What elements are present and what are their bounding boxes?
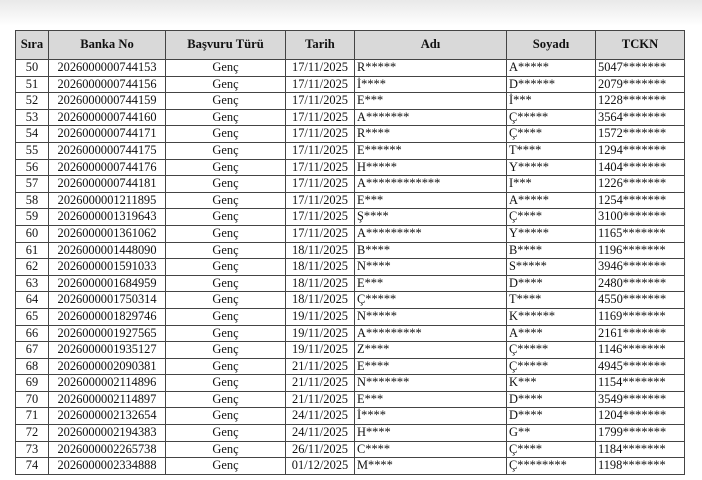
cell-sira: 73 — [16, 441, 49, 458]
column-header-tarih: Tarih — [286, 31, 355, 60]
cell-tckn: 2480******* — [596, 275, 685, 292]
cell-banka-no: 2026000000744176 — [49, 159, 166, 176]
table-row — [16, 275, 685, 292]
cell-banka-no: 2026000001927565 — [49, 325, 166, 342]
cell-sira: 64 — [16, 292, 49, 309]
cell-adi: M**** — [355, 458, 507, 475]
cell-adi: R***** — [355, 60, 507, 77]
cell-soyadi: Ç**** — [507, 126, 596, 143]
page-top-shadow — [0, 0, 702, 26]
cell-adi: A******* — [355, 109, 507, 126]
cell-tarih: 17/11/2025 — [286, 126, 355, 143]
cell-banka-no: 2026000000744156 — [49, 76, 166, 93]
table-row — [16, 425, 685, 442]
table-row — [16, 408, 685, 425]
cell-adi: A************ — [355, 176, 507, 193]
cell-basvuru-turu: Genç — [166, 142, 286, 159]
cell-banka-no: 2026000000744181 — [49, 176, 166, 193]
cell-tckn: 2161******* — [596, 325, 685, 342]
cell-soyadi: I*** — [507, 176, 596, 193]
cell-basvuru-turu: Genç — [166, 225, 286, 242]
cell-sira: 50 — [16, 60, 49, 77]
cell-soyadi: Ç******** — [507, 458, 596, 475]
cell-adi: E**** — [355, 358, 507, 375]
cell-adi: A********* — [355, 325, 507, 342]
cell-tckn: 1169******* — [596, 308, 685, 325]
cell-tarih: 19/11/2025 — [286, 325, 355, 342]
cell-adi: B**** — [355, 242, 507, 259]
cell-tckn: 3549******* — [596, 391, 685, 408]
cell-adi: E*** — [355, 93, 507, 110]
applicant-table — [15, 30, 685, 475]
cell-tckn: 1184******* — [596, 441, 685, 458]
cell-tckn: 1254******* — [596, 192, 685, 209]
table-row — [16, 60, 685, 77]
table-row — [16, 292, 685, 309]
cell-adi: Z**** — [355, 342, 507, 359]
cell-banka-no: 2026000002334888 — [49, 458, 166, 475]
cell-basvuru-turu: Genç — [166, 259, 286, 276]
cell-soyadi: G** — [507, 425, 596, 442]
cell-banka-no: 2026000002265738 — [49, 441, 166, 458]
cell-tarih: 17/11/2025 — [286, 76, 355, 93]
cell-banka-no: 2026000002194383 — [49, 425, 166, 442]
cell-banka-no: 2026000000744153 — [49, 60, 166, 77]
cell-adi: H***** — [355, 159, 507, 176]
cell-banka-no: 2026000002114896 — [49, 375, 166, 392]
table-row — [16, 126, 685, 143]
cell-banka-no: 2026000001211895 — [49, 192, 166, 209]
cell-tckn: 1154******* — [596, 375, 685, 392]
cell-tckn: 3946******* — [596, 259, 685, 276]
cell-sira: 52 — [16, 93, 49, 110]
cell-tckn: 1404******* — [596, 159, 685, 176]
cell-banka-no: 2026000002090381 — [49, 358, 166, 375]
table-row — [16, 176, 685, 193]
cell-basvuru-turu: Genç — [166, 425, 286, 442]
cell-sira: 62 — [16, 259, 49, 276]
cell-basvuru-turu: Genç — [166, 242, 286, 259]
table-row — [16, 192, 685, 209]
cell-tarih: 17/11/2025 — [286, 109, 355, 126]
cell-tarih: 01/12/2025 — [286, 458, 355, 475]
cell-banka-no: 2026000001750314 — [49, 292, 166, 309]
cell-soyadi: K*** — [507, 375, 596, 392]
cell-tarih: 18/11/2025 — [286, 292, 355, 309]
cell-sira: 68 — [16, 358, 49, 375]
cell-basvuru-turu: Genç — [166, 408, 286, 425]
cell-sira: 55 — [16, 142, 49, 159]
cell-tckn: 1204******* — [596, 408, 685, 425]
cell-banka-no: 2026000000744160 — [49, 109, 166, 126]
cell-basvuru-turu: Genç — [166, 109, 286, 126]
cell-banka-no: 2026000001591033 — [49, 259, 166, 276]
cell-tckn: 1196******* — [596, 242, 685, 259]
table-row — [16, 391, 685, 408]
cell-tarih: 19/11/2025 — [286, 308, 355, 325]
cell-basvuru-turu: Genç — [166, 93, 286, 110]
cell-tckn: 1198******* — [596, 458, 685, 475]
cell-sira: 67 — [16, 342, 49, 359]
table-row — [16, 458, 685, 475]
cell-banka-no: 2026000001829746 — [49, 308, 166, 325]
cell-adi: N***** — [355, 308, 507, 325]
cell-sira: 70 — [16, 391, 49, 408]
cell-basvuru-turu: Genç — [166, 458, 286, 475]
cell-adi: H**** — [355, 425, 507, 442]
cell-basvuru-turu: Genç — [166, 441, 286, 458]
table-row — [16, 209, 685, 226]
cell-adi: Ş**** — [355, 209, 507, 226]
cell-tarih: 26/11/2025 — [286, 441, 355, 458]
cell-sira: 58 — [16, 192, 49, 209]
cell-soyadi: T**** — [507, 142, 596, 159]
cell-tarih: 24/11/2025 — [286, 408, 355, 425]
cell-tarih: 21/11/2025 — [286, 358, 355, 375]
cell-adi: A********* — [355, 225, 507, 242]
cell-adi: İ**** — [355, 408, 507, 425]
table-row — [16, 358, 685, 375]
cell-banka-no: 2026000001448090 — [49, 242, 166, 259]
cell-tckn: 3564******* — [596, 109, 685, 126]
cell-sira: 65 — [16, 308, 49, 325]
cell-soyadi: B**** — [507, 242, 596, 259]
cell-basvuru-turu: Genç — [166, 176, 286, 193]
cell-tarih: 17/11/2025 — [286, 225, 355, 242]
cell-sira: 69 — [16, 375, 49, 392]
cell-tarih: 18/11/2025 — [286, 275, 355, 292]
cell-tckn: 1294******* — [596, 142, 685, 159]
table-row — [16, 109, 685, 126]
column-header-adi: Adı — [355, 31, 507, 60]
cell-tarih: 24/11/2025 — [286, 425, 355, 442]
cell-sira: 53 — [16, 109, 49, 126]
cell-soyadi: T**** — [507, 292, 596, 309]
cell-tckn: 1146******* — [596, 342, 685, 359]
cell-adi: R**** — [355, 126, 507, 143]
cell-soyadi: A***** — [507, 60, 596, 77]
cell-basvuru-turu: Genç — [166, 76, 286, 93]
cell-soyadi: D**** — [507, 408, 596, 425]
cell-tarih: 17/11/2025 — [286, 176, 355, 193]
cell-sira: 59 — [16, 209, 49, 226]
cell-adi: N******* — [355, 375, 507, 392]
table-row — [16, 159, 685, 176]
cell-basvuru-turu: Genç — [166, 275, 286, 292]
cell-soyadi: Ç***** — [507, 109, 596, 126]
cell-basvuru-turu: Genç — [166, 358, 286, 375]
cell-tckn: 2079******* — [596, 76, 685, 93]
cell-banka-no: 2026000001935127 — [49, 342, 166, 359]
cell-sira: 54 — [16, 126, 49, 143]
cell-basvuru-turu: Genç — [166, 192, 286, 209]
cell-tarih: 21/11/2025 — [286, 391, 355, 408]
cell-tckn: 4945******* — [596, 358, 685, 375]
cell-sira: 60 — [16, 225, 49, 242]
cell-basvuru-turu: Genç — [166, 325, 286, 342]
table-row — [16, 441, 685, 458]
cell-soyadi: Ç***** — [507, 342, 596, 359]
cell-tckn: 1228******* — [596, 93, 685, 110]
cell-tarih: 21/11/2025 — [286, 375, 355, 392]
cell-tckn: 1226******* — [596, 176, 685, 193]
cell-tarih: 17/11/2025 — [286, 159, 355, 176]
cell-banka-no: 2026000001319643 — [49, 209, 166, 226]
cell-soyadi: İ*** — [507, 93, 596, 110]
cell-adi: C**** — [355, 441, 507, 458]
cell-tarih: 19/11/2025 — [286, 342, 355, 359]
cell-banka-no: 2026000000744171 — [49, 126, 166, 143]
column-header-sira: Sıra — [16, 31, 49, 60]
cell-adi: Ç***** — [355, 292, 507, 309]
cell-banka-no: 2026000001684959 — [49, 275, 166, 292]
cell-sira: 66 — [16, 325, 49, 342]
cell-soyadi: D****** — [507, 76, 596, 93]
cell-tarih: 17/11/2025 — [286, 93, 355, 110]
cell-basvuru-turu: Genç — [166, 308, 286, 325]
table-body — [16, 60, 685, 475]
cell-adi: E*** — [355, 391, 507, 408]
cell-tarih: 17/11/2025 — [286, 209, 355, 226]
column-header-soyadi: Soyadı — [507, 31, 596, 60]
cell-banka-no: 2026000001361062 — [49, 225, 166, 242]
table-row — [16, 93, 685, 110]
table-row — [16, 242, 685, 259]
cell-soyadi: K****** — [507, 308, 596, 325]
table-row — [16, 375, 685, 392]
cell-banka-no: 2026000000744159 — [49, 93, 166, 110]
cell-sira: 61 — [16, 242, 49, 259]
cell-sira: 56 — [16, 159, 49, 176]
cell-tarih: 18/11/2025 — [286, 259, 355, 276]
cell-tarih: 17/11/2025 — [286, 142, 355, 159]
cell-tckn: 1799******* — [596, 425, 685, 442]
cell-tarih: 18/11/2025 — [286, 242, 355, 259]
cell-tckn: 3100******* — [596, 209, 685, 226]
cell-tarih: 17/11/2025 — [286, 60, 355, 77]
cell-soyadi: Ç**** — [507, 441, 596, 458]
cell-basvuru-turu: Genç — [166, 342, 286, 359]
cell-tckn: 1572******* — [596, 126, 685, 143]
table-row — [16, 76, 685, 93]
cell-adi: E*** — [355, 192, 507, 209]
cell-tarih: 17/11/2025 — [286, 192, 355, 209]
cell-banka-no: 2026000002132654 — [49, 408, 166, 425]
cell-soyadi: Y***** — [507, 159, 596, 176]
table-row — [16, 225, 685, 242]
table-row — [16, 325, 685, 342]
cell-soyadi: Ç***** — [507, 358, 596, 375]
table-header-row — [16, 31, 685, 60]
cell-basvuru-turu: Genç — [166, 375, 286, 392]
cell-soyadi: A**** — [507, 325, 596, 342]
cell-basvuru-turu: Genç — [166, 126, 286, 143]
cell-tckn: 5047******* — [596, 60, 685, 77]
table-row — [16, 142, 685, 159]
column-header-basvuru-turu: Başvuru Türü — [166, 31, 286, 60]
cell-banka-no: 2026000000744175 — [49, 142, 166, 159]
cell-basvuru-turu: Genç — [166, 60, 286, 77]
cell-sira: 51 — [16, 76, 49, 93]
cell-basvuru-turu: Genç — [166, 159, 286, 176]
cell-adi: N**** — [355, 259, 507, 276]
table-row — [16, 342, 685, 359]
cell-sira: 71 — [16, 408, 49, 425]
cell-soyadi: Y***** — [507, 225, 596, 242]
table-row — [16, 259, 685, 276]
cell-sira: 63 — [16, 275, 49, 292]
cell-tckn: 4550******* — [596, 292, 685, 309]
cell-adi: E*** — [355, 275, 507, 292]
cell-soyadi: S***** — [507, 259, 596, 276]
cell-basvuru-turu: Genç — [166, 292, 286, 309]
cell-soyadi: A***** — [507, 192, 596, 209]
cell-adi: E****** — [355, 142, 507, 159]
cell-soyadi: D**** — [507, 275, 596, 292]
cell-basvuru-turu: Genç — [166, 209, 286, 226]
cell-sira: 72 — [16, 425, 49, 442]
cell-tckn: 1165******* — [596, 225, 685, 242]
table-row — [16, 308, 685, 325]
column-header-banka-no: Banka No — [49, 31, 166, 60]
cell-basvuru-turu: Genç — [166, 391, 286, 408]
cell-adi: İ**** — [355, 76, 507, 93]
cell-soyadi: Ç**** — [507, 209, 596, 226]
cell-sira: 57 — [16, 176, 49, 193]
cell-banka-no: 2026000002114897 — [49, 391, 166, 408]
cell-soyadi: D**** — [507, 391, 596, 408]
cell-sira: 74 — [16, 458, 49, 475]
column-header-tckn: TCKN — [596, 31, 685, 60]
